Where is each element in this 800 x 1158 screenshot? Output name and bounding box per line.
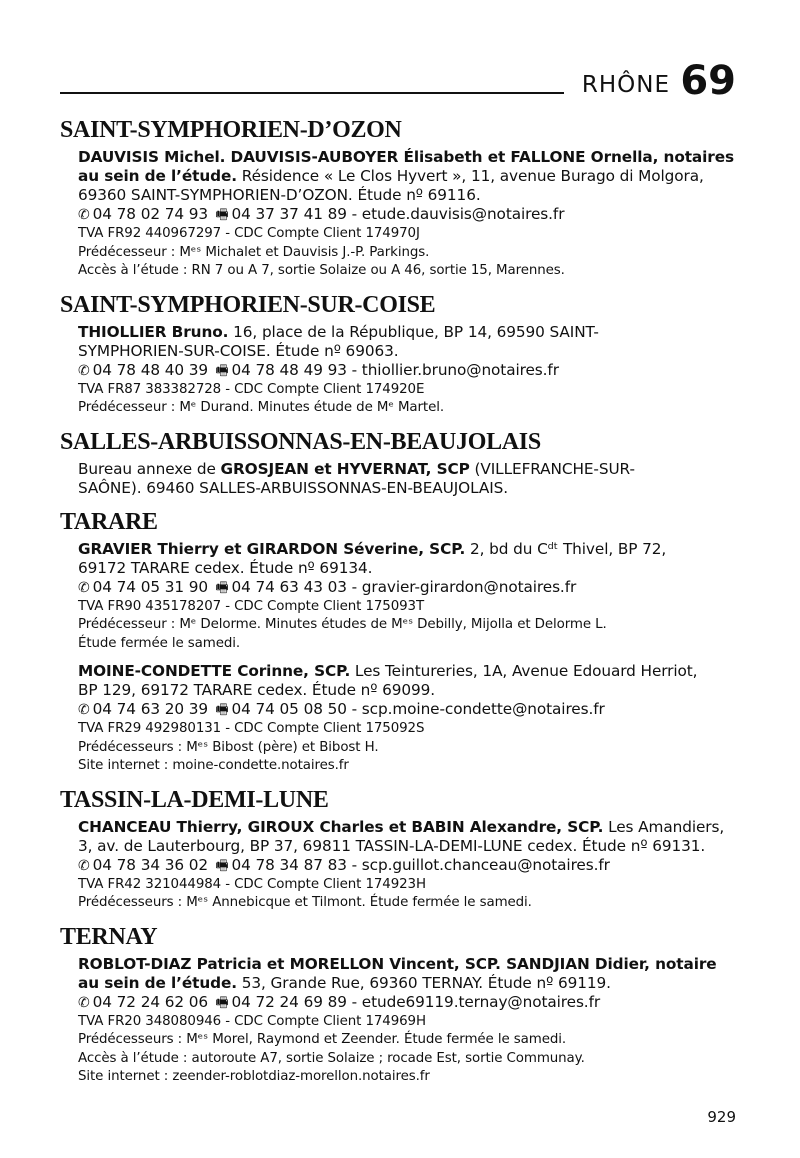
- page-header: [60, 58, 736, 102]
- entry-line: [78, 167, 740, 186]
- entry-text: 69360 SAINT-SYMPHORIEN-D’OZON. Étude nº 69116.: [78, 186, 481, 204]
- notary-name: GROSJEAN et HYVERNAT, SCP: [220, 459, 470, 478]
- phone-number: 04 78 48 40 39: [92, 360, 209, 379]
- entry-detail: Prédécesseur : Mᵉ Durand. Minutes étude de Mᵉ Martel.: [78, 400, 444, 415]
- entry-text: BP 129, 69172 TARARE cedex. Étude nº 69099.: [78, 681, 436, 699]
- department-number: 69: [680, 58, 736, 104]
- entry-text: Bureau annexe de: [78, 459, 221, 478]
- entry-detail: TVA FR29 492980131 - CDC Compte Client 175092S: [78, 721, 425, 736]
- email-address: - gravier-girardon@notaires.fr: [346, 577, 577, 596]
- entry-text: SAÔNE). 69460 SALLES-ARBUISSONNAS-EN-BEAUJOLAIS.: [78, 478, 509, 497]
- entry-line: [78, 856, 740, 876]
- fax-number: 04 72 24 69 89: [231, 992, 347, 1011]
- email-address: - scp.moine-condette@notaires.fr: [346, 700, 605, 718]
- entry-line: [78, 681, 740, 700]
- fax-icon: 🖷: [211, 362, 229, 379]
- notary-entry: [78, 662, 740, 776]
- entry-detail: Prédécesseur : Mᵉˢ Michalet et Dauvisis J.-P. Parkings.: [78, 244, 430, 260]
- fax-number: 04 78 48 49 93: [231, 360, 347, 379]
- entry-detail: TVA FR90 435178207 - CDC Compte Client 175093T: [78, 598, 425, 614]
- entry-line: [78, 993, 740, 1013]
- entry-text: Les Amandiers,: [603, 817, 725, 836]
- notary-name: GRAVIER Thierry et GIRARDON Séverine, SCP.: [78, 539, 466, 558]
- entry-line: [78, 342, 740, 361]
- page-number: 929: [707, 1108, 736, 1126]
- entry-detail: Accès à l’étude : autoroute A7, sortie Solaize ; rocade Est, sortie Communay.: [78, 1050, 585, 1066]
- entry-detail: Prédécesseur : Mᵉ Delorme. Minutes études de Mᵉˢ Debilly, Mijolla et Delorme L.: [78, 617, 607, 632]
- entry-detail: Site internet : zeender-roblotdiaz-morellon.notaires.fr: [78, 1069, 430, 1084]
- phone-icon: ✆: [78, 857, 90, 874]
- email-address: - scp.guillot.chanceau@notaires.fr: [346, 855, 610, 874]
- department-name: RHÔNE: [581, 72, 670, 98]
- city-heading: TARARE: [60, 508, 158, 535]
- fax-number: 04 74 63 43 03: [231, 577, 347, 596]
- entry-line: [78, 186, 740, 205]
- entry-detail: Site internet : moine-condette.notaires.fr: [78, 758, 349, 773]
- notary-name: ROBLOT-DIAZ Patricia et MORELLON Vincent, SCP. SANDJIAN Didier, notaire: [78, 954, 717, 973]
- entry-line: [78, 479, 740, 498]
- fax-icon: 🖷: [211, 207, 229, 223]
- email-address: - etude.dauvisis@notaires.fr: [346, 205, 565, 223]
- entry-text: Résidence « Le Clos Hyvert », 11, avenue Burago di Molgora,: [237, 167, 704, 185]
- notary-name: au sein de l’étude.: [78, 973, 237, 992]
- city-heading: SAINT-SYMPHORIEN-SUR-COISE: [60, 291, 436, 318]
- entry-detail: TVA FR42 321044984 - CDC Compte Client 174923H: [78, 876, 426, 892]
- fax-icon: 🖷: [211, 857, 229, 874]
- entry-text: 3, av. de Lauterbourg, BP 37, 69811 TASSIN-LA-DEMI-LUNE cedex. Étude nº 69131.: [78, 836, 706, 855]
- phone-icon: ✆: [78, 207, 90, 223]
- directory-listing: [60, 116, 740, 1087]
- phone-number: 04 74 05 31 90: [92, 577, 209, 596]
- entry-line: [78, 559, 740, 578]
- phone-icon: ✆: [78, 702, 90, 718]
- fax-number: 04 74 05 08 50: [231, 700, 347, 718]
- notary-entry: [78, 540, 740, 654]
- header-rule: [60, 92, 564, 94]
- entry-detail: TVA FR92 440967297 - CDC Compte Client 174970J: [78, 226, 420, 241]
- entry-text: 16, place de la République, BP 14, 69590 SAINT-: [228, 322, 599, 341]
- entry-line: [78, 540, 740, 559]
- entry-detail: Prédécesseurs : Mᵉˢ Bibost (père) et Bibost H.: [78, 739, 379, 755]
- entry-line: [78, 837, 740, 856]
- notary-name: DAUVISIS Michel. DAUVISIS-AUBOYER Élisabeth et FALLONE Ornella, notaires: [78, 148, 735, 166]
- notary-name: MOINE-CONDETTE Corinne, SCP.: [78, 662, 351, 680]
- phone-icon: ✆: [78, 579, 90, 596]
- entry-text: Les Teintureries, 1A, Avenue Edouard Herriot,: [350, 662, 698, 680]
- entry-text: 69172 TARARE cedex. Étude nº 69134.: [78, 558, 373, 577]
- city-heading: TERNAY: [60, 923, 158, 950]
- email-address: - etude69119.ternay@notaires.fr: [346, 992, 601, 1011]
- entry-line: [78, 460, 740, 479]
- fax-number: 04 78 34 87 83: [231, 855, 347, 874]
- email-address: - thiollier.bruno@notaires.fr: [346, 360, 559, 379]
- entry-line: [78, 361, 740, 381]
- fax-icon: 🖷: [211, 994, 229, 1011]
- entry-detail: Accès à l’étude : RN 7 ou A 7, sortie Solaize ou A 46, sortie 15, Marennes.: [78, 263, 565, 278]
- notary-name: CHANCEAU Thierry, GIROUX Charles et BABIN Alexandre, SCP.: [78, 817, 604, 836]
- entry-detail: TVA FR20 348080946 - CDC Compte Client 174969H: [78, 1013, 426, 1029]
- entry-line: [78, 974, 740, 993]
- notary-entry: [78, 323, 740, 418]
- entry-text: 2, bd du Cᵈᵗ Thivel, BP 72,: [465, 539, 667, 558]
- entry-line: [78, 955, 740, 974]
- entry-text: (VILLEFRANCHE-SUR-: [469, 459, 635, 478]
- entry-detail: Étude fermée le samedi.: [78, 635, 241, 651]
- notary-name: au sein de l’étude.: [78, 167, 237, 185]
- entry-line: [78, 578, 740, 598]
- fax-icon: 🖷: [211, 702, 229, 718]
- phone-icon: ✆: [78, 362, 90, 379]
- entry-line: [78, 323, 740, 342]
- entry-line: [78, 662, 740, 681]
- city-heading: SAINT-SYMPHORIEN-D’OZON: [60, 117, 402, 143]
- notary-entry: [78, 818, 740, 913]
- notary-name: THIOLLIER Bruno.: [78, 322, 229, 341]
- fax-number: 04 37 37 41 89: [231, 205, 347, 223]
- city-heading: SALLES-ARBUISSONNAS-EN-BEAUJOLAIS: [60, 428, 541, 455]
- phone-number: 04 74 63 20 39: [92, 700, 209, 718]
- entry-detail: Prédécesseurs : Mᵉˢ Morel, Raymond et Zeender. Étude fermée le samedi.: [78, 1032, 567, 1047]
- phone-number: 04 78 02 74 93: [92, 205, 209, 223]
- notary-entry: [78, 460, 740, 498]
- fax-icon: 🖷: [211, 579, 229, 596]
- notary-entry: [78, 955, 740, 1087]
- entry-line: [78, 818, 740, 837]
- entry-line: [78, 148, 740, 167]
- entry-detail: Prédécesseurs : Mᵉˢ Annebicque et Tilmont. Étude fermée le samedi.: [78, 895, 532, 910]
- entry-text: SYMPHORIEN-SUR-COISE. Étude nº 69063.: [78, 341, 399, 360]
- entry-line: [78, 700, 740, 720]
- entry-detail: TVA FR87 383382728 - CDC Compte Client 174920E: [78, 381, 425, 397]
- entry-line: [78, 205, 740, 225]
- entry-text: 53, Grande Rue, 69360 TERNAY. Étude nº 69119.: [237, 973, 611, 992]
- phone-icon: ✆: [78, 994, 90, 1011]
- phone-number: 04 72 24 62 06: [92, 992, 209, 1011]
- phone-number: 04 78 34 36 02: [92, 855, 209, 874]
- city-heading: TASSIN-LA-DEMI-LUNE: [60, 786, 329, 813]
- notary-entry: [78, 148, 740, 281]
